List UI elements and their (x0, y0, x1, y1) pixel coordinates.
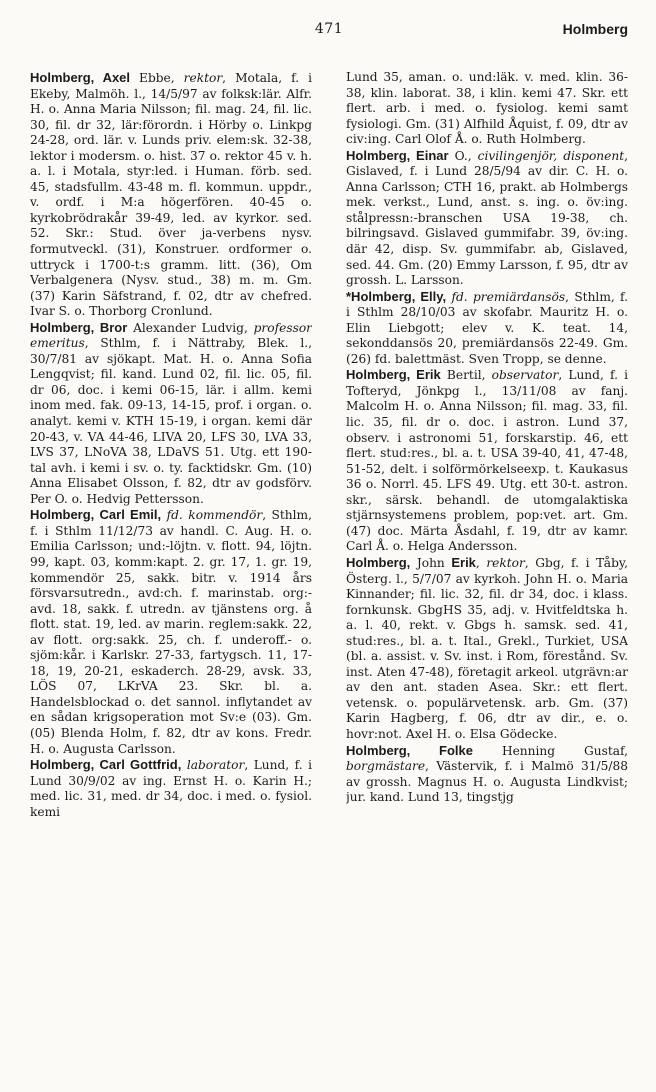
entry-text: Lund 35, aman. o. und:läk. v. med. klin. 36-38, klin. laborat. 38, i klin. kemi 47. Skr. ett flert. arb. i med. o. fysiolog. kemi samt fysiologi. Gm. (31) Alfhild Åquist, f. 09, dtr av civ:ing. Carl Olof Å. o. Ruth Holmberg. (346, 70, 628, 147)
page-header (30, 18, 628, 44)
left-column (30, 70, 312, 1080)
entry-given: John (410, 555, 452, 570)
entry-name: Holmberg, Bror (30, 319, 128, 335)
entry-erik-holmberg (346, 367, 628, 555)
entry-title: observator (491, 368, 559, 383)
entry-given: Alexander Ludvig, (127, 320, 254, 335)
entry-name: Holmberg, Einar (346, 147, 449, 163)
entry-name: Holmberg, Axel (30, 70, 131, 85)
entry-text: , Lund, f. i Lund 30/9/02 av ing. Ernst H. o. Karin H.; med. lic. 31, med. dr 34, doc. i med. o. fysiol. kemi (30, 758, 312, 819)
entry-text: , Sthlm, f. i Sthlm 28/10/03 av skofabr. Mauritz H. o. Elin Liebgott; elev v. K. teat. 14, sekonddansös 20, premiärdansös 22-49. Gm. (26) fd. balettmäst. Sven Tropp, se denne. (346, 289, 628, 366)
right-column (346, 70, 628, 1080)
entry-text: , Sthlm, f. i Sthlm 11/12/73 av handl. C. Aug. H. o. Emilia Carlsson; und:-löjtn. v. flott. 94, löjtn. 99, kapt. 03, komm:kapt. 2. gr. 17, 1. gr. 19, kommendör 25, sakk. bitr. v. 1914 års försvarsutredn., avd:ch. f. marinstab. org:-avd. 18, sakk. f. utredn. av tjänstens org. å flott. stat. 19, led. av marin. reglem:sakk. 22, av flott. org:sakk. 25, ch. f. underoff.- o. sjöm:kår. i Karlskr. 27-33, fartygsch. 11, 17-18, 19, 20-21, eskaderch. 28-29, avsk. 33, LÖS 07, LKrVA 23. Skr. bl. a. Handelsblockad o. det sannol. inflytandet av en sådan krigsoperation mot Sv:e (03). Gm. (05) Blenda Holm, f. 82, dtr av kons. Fredr. H. o. Augusta Carlsson. (30, 508, 312, 756)
entry-name: Holmberg, Folke (346, 742, 473, 758)
entry-title: rektor (183, 71, 223, 85)
entry-text: , Lund, f. i Tofteryd, Jönkpg l., 13/11/08 av fanj. Malcolm H. o. Anna Nilsson; fil. mag. 33, fil. lic. 35, fil. dr o. doc. i astron. Lund 37, observ. i astronomi 51, forskarstip. 46, ett flert. stud:res., bl. a. t. USA 39-40, 41, 47-48, 51-52, delt. i solförmörkelseexp. t. Kaukasus 36 o. Norrl. 45. LFS 49. Utg. ett 30-t. astron. skr., särsk. behandl. de utomgalaktiska stjärnsystemens problem, pop:vet. art. Gm. (47) doc. Märta Åsdahl, f. 19, dtr av kamr. Carl Å. o. Helga Andersson. (346, 368, 628, 554)
entry-text: , Sthlm, f. i Nättraby, Blek. l., 30/7/81 av sjökapt. Mat. H. o. Anna Sofia Lengqvist; fil. kand. Lund 02, fil. lic. 05, fil. dr 06, doc. i kemi 06-15, lär. i allm. kemi inom med. fak. 09-13, 14-15, prof. i organ. o. analyt. kemi v. KTH 15-19, i organ. kemi där 20-43, v. VA 44-46, LIVA 20, LFS 30, LVA 33, LVS 37, LNoVA 38, LDaVS 51. Utg. ett 190-tal avh. i kemi i sv. o. ty. facktidskr. Gm. (10) Anna Elisabet Olsson, f. 82, dtr av godsförv. Per O. o. Hedvig Pettersson. (30, 336, 312, 506)
entry-given: O., (448, 148, 478, 163)
entry-name: Holmberg, Carl Gottfrid, (30, 757, 182, 773)
entry-text: , Västervik, f. i Malmö 31/5/88 av grossh. Magnus H. o. Augusta Lindkvist; jur. kand. Lund 13, tingstjg (346, 759, 628, 805)
entry-title: borgmästare (346, 759, 426, 774)
entry-text: , Gislaved, f. i Lund 28/5/94 av dir. C. H. o. Anna Carlsson; CTH 16, prakt. ab Holmbergs mek. verkst., Lund, anst. s. ing. o. öv:ing. stålpressn:-branschen USA 19-38, ch. bilringsavd. Gislaved gummifabr. 39, öv:ing. där 42, disp. Sv. gummifabr. ab, Gislaved, sed. 44. Gm. (20) Emmy Larsson, f. 95, dtr av grossh. L. Larsson. (346, 148, 628, 288)
entry-name: Holmberg, Erik (346, 367, 441, 383)
entry-given: Bertil, (440, 368, 492, 383)
entry-title: fd. kommendör (166, 508, 263, 523)
entry-strong-given: Erik (451, 554, 476, 570)
entry-carl-emil-holmberg (30, 507, 312, 757)
entry-given: Henning Gustaf, (472, 743, 628, 758)
entry-title: professor emeritus (30, 320, 312, 351)
running-head: Holmberg (562, 21, 628, 37)
entry-folke-holmberg (346, 743, 628, 806)
entry-text: , Gbg, f. i Tåby, Österg. l., 5/7/07 av kyrkoh. John H. o. Maria Kinnander; fil. lic. 32, fil. dr 34, doc. i klass. fornkunsk. GbgHS 35, adj. v. Hvitfeldtska h. a. l. 40, rekt. v. Gbgs h. samsk. sed. 41, stud:res., bl. a. t. Ital., Grekl., Turkiet, USA (bl. a. assist. v. Sv. inst. i Rom, förestånd. Sv. inst. Aten 47-48), företagit arkeol. utgrävn:ar av den ant. staden Asea. Skr.: ett flert. vetensk. o. populärvetensk. arb. Gm. (37) Karin Hagberg, f. 06, dtr av dir., e. o. hovr:not. Axel H. o. Elsa Gödecke. (346, 555, 628, 741)
entry-comma: , (475, 555, 487, 570)
entry-title: fd. premiärdansös (451, 289, 566, 304)
entry-carl-gottfrid-holmberg (30, 757, 312, 820)
entry-name: Holmberg, (346, 554, 411, 570)
entry-given: Ebbe, (130, 71, 184, 85)
entry-continuation (346, 70, 628, 148)
page-number: 471 (314, 21, 344, 37)
entry-title: laborator (186, 758, 245, 773)
entry-axel-holmberg (30, 70, 312, 320)
entry-title: civilingenjör, disponent (477, 148, 625, 163)
entry-bror-holmberg (30, 320, 312, 508)
entry-name: *Holmberg, Elly, (346, 288, 447, 304)
entry-text: , Motala, f. i Ekeby, Malmöh. l., 14/5/97 av folksk:lär. Alfr. H. o. Anna Maria Nilsson; fil. mag. 24, fil. lic. 30, fil. dr 32, lär:förordn. i Hörby o. Linkpg 24-28, ord. lär. v. Lunds priv. elem:sk. 32-38, lektor i modersm. o. hist. 37 o. rektor 45 v. h. a. l. i Motala, styr:led. i Human. förb. sed. 45, stadsfullm. 43-48 m. fl. kommun. uppdr., v. ordf. i M:a högerfören. 40-45 o. kyrkobrödrakår 39-49, led. av kyrkor. sed. 52. Skr.: Stud. över ja-verbens nysv. formutveckl. (31), Konstruer. ordformer o. uttryck i 1700-t:s gramm. litt. (36), Om Verbalgenera (Nysv. stud., 38) m. m. Gm. (37) Karin Säfstrand, f. 02, dtr av chefred. Ivar S. o. Thorborg Cronlund. (30, 71, 312, 319)
entry-john-erik-holmberg (346, 555, 628, 743)
entry-elly-holmberg (346, 289, 628, 368)
entry-title: rektor (486, 555, 525, 570)
entry-name: Holmberg, Carl Emil, (30, 507, 162, 523)
entry-einar-holmberg (346, 148, 628, 289)
